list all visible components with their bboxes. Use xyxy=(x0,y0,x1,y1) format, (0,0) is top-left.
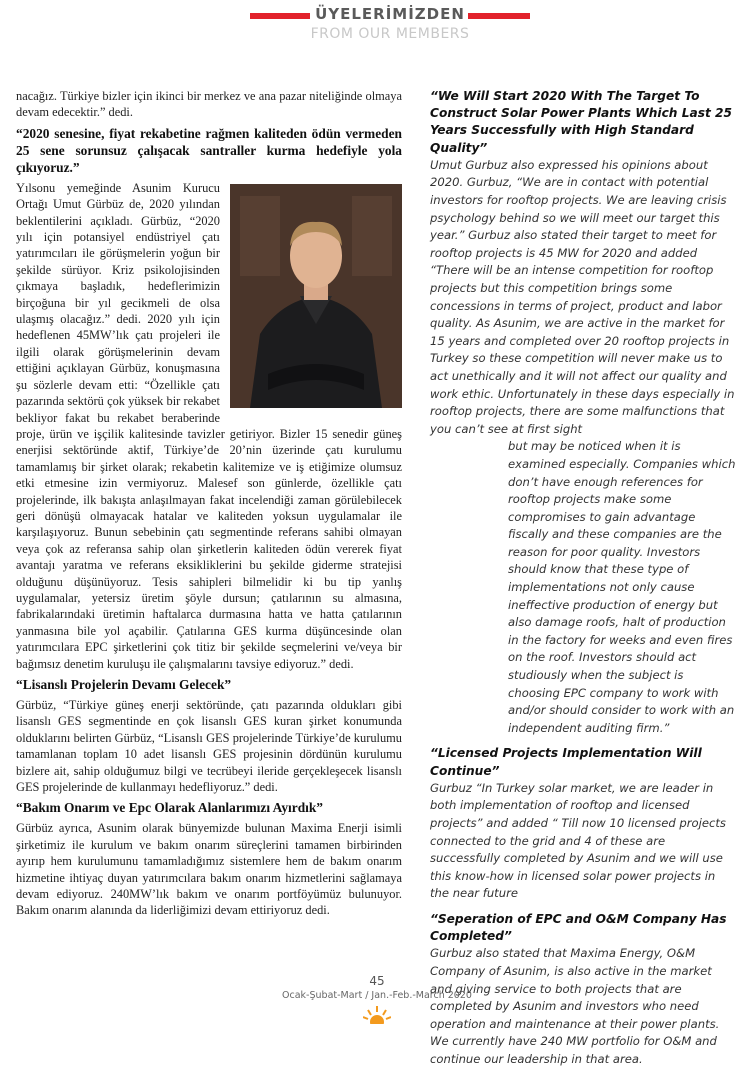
licensed-projects-paragraph-en: Gurbuz “In Turkey solar market, we are leader in both implementation of rooftop and licensed projects” and added “ Till now 10 licensed projects connected to the grid and 4 of these are successfully completed by Asunim and we will use this know-how in licensed solar power projects in the near future xyxy=(430,780,726,901)
gurbuz-2020-paragraph: Yılsonu yemeğinde Asunim Kurucu Ortağı Umut Gürbüz de, 2020 yılından beklentilerini açıkladı. Gürbüz, “2020 yılı için potansiyel endüstriyel çatı yatırımcıları ile görüşmelerin yoğun bir şekilde sürüyor. Kriz psikolojisinden çıkmaya başladık, hedeflerimizin birçoğuna bir yıl gecikmeli de olsa ulaşmış olacağız.” dedi. 2020 yılı için hedeflenen 45MW’lık çatı projeleri ile ilgili olarak görüşmelerinin devam ettiğini açıklayan Gürbüz, konuşmasına şu sözlerle devam etti: “Özellikle çatı pazarında sektörü çok yüksek bir rekabet bekliyor fakat bu rekabet beraberinde proje, ürün ve işçilik kalitesinde tavizler getiriyor. Bizler 15 senedir güneş enerjisi sektöründe aktif, Türkiye’de 20’nin üzerinde çatı kurulumu tamamlamış bir şirket olarak; rekabetin kalitemize ve iş etiğimize olumsuz etki etmesine izin vermiyoruz. Malesef son günlerde, özellikle çatı projelerinde, ilk bakışta anlaşılmayan fakat incelendiği zaman görülebilecek geri dönüşü olmayacak hatalar ve kaliteden yoksun uygulamalar ile karşılaşıyoruz. Bunun sebebinin çatı segmentinde referans sahibi olmayan veya çok az referansa sahip olan şirketlerin kaliteden ödün vererek fiyat avantajı yaratma ve referans eksikliklerini bu şekilde giderme stratejisi olduğunu düşünüyoruz. Tesis sahipleri bilmelidir ki bu tip yanlış uygulamalar, yetersiz üretim şöyle dursun; çatılarının su almasına, fabrikalarındaki üretimin haftalarca durmasına hatta ve hatta çatılarının yanmasına bile yol açabilir. Çatılarına GES kurma düşüncesinde olan yatırımcılara EPC şirketlerini çok titiz bir şekilde seçmelerini ve/veya bir bağımsız denetim kuruluşu ile çalışmalarını tavsiye ediyoruz.” dedi. xyxy=(16,180,402,671)
gurbuz-2020-paragraph-en: Umut Gurbuz also expressed his opinions about 2020. Gurbuz, “We are in contact with potential investors for rooftop projects. We are leaving crisis psychology behind so we will meet our target this year.” Gurbuz also stated their target to meet for rooftop projects is 45 MW for 2020 and added “There will be an intense competition for rooftop projects but this competition brings some concessions in terms of project, product and labor quality. As Asunim, we are active in the market for 15 years and completed over 20 rooftop projects in Turkey so these competition will never make us to act unethically and it will not affect our quality and work ethic. Unfortunately in these days especially in rooftop projects, there are some malfunctions that you can’t see at first sight xyxy=(430,157,735,436)
om-separation-paragraph-en: Gurbuz also stated that Maxima Energy, O&M Company of Asunim, is also active in the market and giving service to both projects that are completed by Asunim and investors who need operation and maintenance at their power plants. We currently have 240 MW portfolio for O&M and continue our leadership in that area. xyxy=(430,946,720,1066)
section-title: ÜYELERİMİZDEN xyxy=(315,5,465,23)
sun-logo-icon xyxy=(363,1006,391,1029)
heading-licensed-projects-en: “Licensed Projects Implementation Will Continue” xyxy=(430,746,702,778)
turkish-article-column xyxy=(16,88,402,923)
licensed-projects-paragraph: Gürbüz, “Türkiye güneş enerji sektöründe, çatı pazarında oldukları gibi lisanslı GES segmentinde en çok lisanslı GES kuran şirket konumunda olduklarını belirten Gürbüz, “Lisanslı GES projelerinde Türkiye’de kurulumu tamamlanan toplam 10 adet lisanslı GES projesinin dördünün kurulumu bizlere ait, sahip olduğumuz bilgi ve tecrübeyi ileride gerçekleşecek lisanslı GES projelerinde de kullanmayı hedefliyoruz.” dedi. xyxy=(16,698,402,795)
portrait-photo xyxy=(230,184,402,408)
intro-paragraph: nacağız. Türkiye bizler için ikinci bir merkez ve ana pazar niteliğinde olmaya devam edecektir.” dedi. xyxy=(16,89,402,120)
om-separation-paragraph: Gürbüz ayrıca, Asunim olarak bünyemizde bulunan Maxima Enerji isimli şirketimiz ile kurulum ve bakım onarım süreçlerini tamamen birbirinden ayırıp hem kurulumunu tamamladığımız sistemlere hem de bakım onarım hizmetine ihtiyaç duyan yatırımcılara bakım onarım hizmetlerini sağlamaya devam ediyoruz. 240MW’lık bakım ve onarım portföyümüz bulunuyor. Bakım onarım alanında da liderliğimizi devam ettiriyoruz dedi. xyxy=(16,821,402,918)
heading-2020-target-tr: “2020 senesine, fiyat rekabetine rağmen kaliteden ödün vermeden 25 sene sorunsuz çalışacak santraller kurma hedefiyle yola çıkıyoruz.” xyxy=(16,125,402,175)
page-number: 45 xyxy=(369,974,385,988)
english-article-column xyxy=(430,88,736,1077)
header-bar-right xyxy=(468,13,530,19)
heading-2020-target-en: “We Will Start 2020 With The Target To Construct Solar Power Plants Which Last 25 Years Successfully with High Standard Quality” xyxy=(430,89,732,155)
issue-date: Ocak-Şubat-Mart / Jan.-Feb.-March 2020 xyxy=(282,990,472,1001)
gurbuz-2020-paragraph-en-continued: but may be noticed when it is examined especially. Companies which don’t have enough references for rooftop projects make some compromises to gain advantage fiscally and these companies are the reason for poor quality. Investors should know that these type of implementations not only cause ineffective production of energy but also damage roofs, halt of production in the factory for weeks and even fires on the roof. Investors should act studiously when the subject is choosing EPC company to work with and/or should consider to work with an independent auditing firm.” xyxy=(508,439,736,735)
section-subtitle: FROM OUR MEMBERS xyxy=(310,26,470,42)
heading-om-separation-en: “Seperation of EPC and O&M Company Has Completed” xyxy=(430,911,727,944)
heading-licensed-projects-tr: “Lisanslı Projelerin Devamı Gelecek” xyxy=(16,677,232,692)
heading-om-separation-tr: “Bakım Onarım ve Epc Olarak Alanlarımızı Ayırdık” xyxy=(16,800,324,816)
